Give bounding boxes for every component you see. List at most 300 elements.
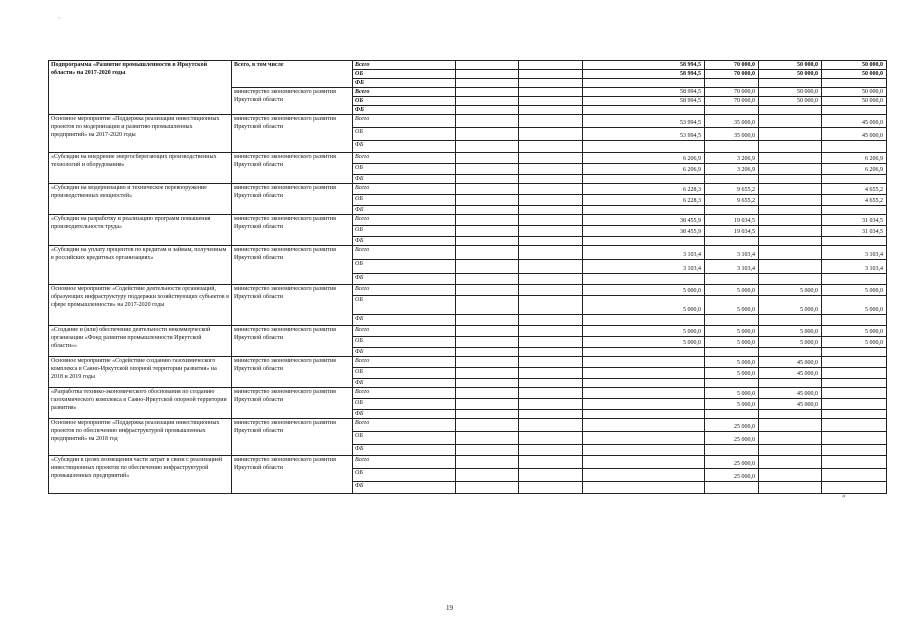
empty-cell (519, 368, 583, 379)
funding-type-cell: Всего (353, 215, 456, 226)
empty-cell (456, 88, 519, 97)
amount-cell (583, 141, 705, 153)
empty-cell (456, 445, 519, 456)
funding-type-cell: ОБ (353, 469, 456, 482)
amount-cell (705, 237, 759, 246)
funding-type-cell: ФБ (353, 175, 456, 184)
executor-cell: министерство экономического развития Иркутской области (232, 419, 353, 456)
funding-type-cell: ФБ (353, 79, 456, 88)
empty-cell (519, 357, 583, 368)
funding-type-cell: Всего (353, 388, 456, 399)
amount-cell (822, 348, 887, 357)
table-row (49, 357, 887, 368)
amount-cell: 25 000,0 (705, 456, 759, 469)
empty-cell (456, 141, 519, 153)
empty-cell (519, 246, 583, 260)
empty-cell (456, 410, 519, 419)
funding-type-cell: ОБ (353, 260, 456, 274)
amount-cell: 6 228,3 (583, 195, 705, 206)
amount-cell: 50 000,0 (822, 61, 887, 70)
table-row (49, 326, 887, 337)
amount-cell (583, 106, 705, 115)
amount-cell (759, 79, 822, 88)
amount-cell (822, 410, 887, 419)
amount-cell (822, 206, 887, 215)
amount-cell: 19 034,5 (705, 215, 759, 226)
amount-cell (759, 128, 822, 141)
amount-cell (822, 357, 887, 368)
amount-cell (583, 482, 705, 494)
funding-type-cell: ФБ (353, 206, 456, 215)
empty-cell (519, 285, 583, 296)
amount-cell: 3 103,4 (583, 260, 705, 274)
amount-cell (759, 226, 822, 237)
measure-title: «Субсидии на модернизацию и техническое перевооружение производственных мощностей» (49, 184, 232, 215)
amount-cell: 5 000,0 (705, 296, 759, 315)
amount-cell: 6 206,9 (822, 153, 887, 164)
amount-cell (583, 419, 705, 432)
amount-cell (759, 315, 822, 326)
empty-cell (456, 337, 519, 348)
table-row (49, 184, 887, 195)
empty-cell (456, 128, 519, 141)
measure-title: Основное мероприятие «Поддержка реализации инвестиционных проектов по модернизации и развитию промышленных предприятий» на 2017-2020 годы (49, 115, 232, 153)
funding-type-cell: ФБ (353, 274, 456, 285)
amount-cell (759, 445, 822, 456)
measure-title: «Субсидии на уплату процентов по кредитам и займам, полученным в российских кредитных организациях» (49, 246, 232, 285)
amount-cell (822, 141, 887, 153)
funding-type-cell: ОБ (353, 399, 456, 410)
amount-cell: 4 655,2 (822, 184, 887, 195)
empty-cell (456, 206, 519, 215)
empty-cell (456, 153, 519, 164)
budget-table (48, 60, 887, 494)
amount-cell: 6 228,3 (583, 184, 705, 195)
funding-type-cell: ФБ (353, 237, 456, 246)
header-mark: ` (58, 18, 60, 24)
amount-cell (705, 445, 759, 456)
amount-cell: 3 103,4 (705, 260, 759, 274)
amount-cell: 5 000,0 (705, 285, 759, 296)
amount-cell: 45 000,0 (822, 115, 887, 128)
amount-cell (822, 79, 887, 88)
empty-cell (519, 419, 583, 432)
empty-cell (519, 141, 583, 153)
amount-cell (822, 237, 887, 246)
amount-cell: 50 000,0 (759, 97, 822, 106)
amount-cell: 70 000,0 (705, 70, 759, 79)
amount-cell (705, 206, 759, 215)
empty-cell (519, 456, 583, 469)
table-row (49, 419, 887, 432)
amount-cell: 70 000,0 (705, 88, 759, 97)
empty-cell (456, 274, 519, 285)
amount-cell (822, 175, 887, 184)
measure-title: Основное мероприятие «Содействие созданию газохимического комплекса в Саяно-Иркутской опорной территории развития» на 2018 и 2019 годы (49, 357, 232, 388)
amount-cell: 38 455,9 (583, 226, 705, 237)
empty-cell (519, 388, 583, 399)
measure-title: Основное мероприятие «Содействие деятельности организаций, образующих инфраструктуру поддержки хозяйствующих субъектов в сфере промышленности» на 2017-2020 годы (49, 285, 232, 326)
amount-cell: 5 000,0 (705, 388, 759, 399)
executor-cell: министерство экономического развития Иркутской области (232, 88, 353, 115)
amount-cell: 58 994,5 (583, 61, 705, 70)
amount-cell (822, 379, 887, 388)
amount-cell: 5 000,0 (583, 285, 705, 296)
executor-cell: министерство экономического развития Иркутской области (232, 388, 353, 419)
executor-cell: министерство экономического развития Иркутской области (232, 153, 353, 184)
amount-cell: 9 655,2 (705, 195, 759, 206)
amount-cell (759, 432, 822, 445)
amount-cell (705, 175, 759, 184)
amount-cell (759, 260, 822, 274)
amount-cell: 53 994,5 (583, 115, 705, 128)
table-row (49, 285, 887, 296)
funding-type-cell: ФБ (353, 141, 456, 153)
amount-cell: 35 000,0 (705, 115, 759, 128)
amount-cell (759, 379, 822, 388)
amount-cell (759, 419, 822, 432)
table-row (49, 153, 887, 164)
amount-cell (583, 456, 705, 469)
measure-title: Основное мероприятие «Поддержка реализации инвестиционных проектов по обеспечению инфраструктурой промышленных предприятий» на 2018 год (49, 419, 232, 456)
empty-cell (519, 399, 583, 410)
amount-cell (705, 106, 759, 115)
amount-cell (822, 315, 887, 326)
empty-cell (519, 274, 583, 285)
table-row (49, 388, 887, 399)
empty-cell (519, 70, 583, 79)
empty-cell (519, 128, 583, 141)
amount-cell: 70 000,0 (705, 61, 759, 70)
amount-cell (759, 175, 822, 184)
executor-cell: министерство экономического развития Иркутской области (232, 115, 353, 153)
amount-cell (822, 368, 887, 379)
amount-cell: 45 000,0 (759, 399, 822, 410)
empty-cell (519, 79, 583, 88)
executor-cell: Всего, в том числе (232, 61, 353, 88)
amount-cell (583, 379, 705, 388)
empty-cell (456, 246, 519, 260)
amount-cell (583, 237, 705, 246)
empty-cell (456, 115, 519, 128)
amount-cell (583, 445, 705, 456)
amount-cell: 45 000,0 (759, 368, 822, 379)
amount-cell: 31 034,5 (822, 226, 887, 237)
empty-cell (456, 106, 519, 115)
empty-cell (519, 469, 583, 482)
empty-cell (519, 226, 583, 237)
amount-cell (822, 432, 887, 445)
amount-cell (583, 388, 705, 399)
funding-type-cell: Всего (353, 326, 456, 337)
amount-cell (759, 348, 822, 357)
empty-cell (519, 164, 583, 175)
amount-cell: 3 103,4 (583, 246, 705, 260)
funding-type-cell: ОБ (353, 128, 456, 141)
amount-cell (759, 141, 822, 153)
amount-cell: 5 000,0 (822, 337, 887, 348)
amount-cell: 25 000,0 (705, 432, 759, 445)
empty-cell (456, 215, 519, 226)
empty-cell (519, 206, 583, 215)
executor-cell: министерство экономического развития Иркутской области (232, 326, 353, 357)
executor-cell: министерство экономического развития Иркутской области (232, 246, 353, 285)
amount-cell: 50 000,0 (822, 70, 887, 79)
empty-cell (456, 456, 519, 469)
side-mark: « (842, 492, 846, 500)
measure-title: Подпрограмма «Развитие промышленности в Иркутской области» на 2017-2020 годы (49, 61, 232, 115)
amount-cell: 3 103,4 (705, 246, 759, 260)
empty-cell (519, 315, 583, 326)
amount-cell: 5 000,0 (822, 296, 887, 315)
amount-cell: 58 994,5 (583, 88, 705, 97)
amount-cell: 5 000,0 (822, 326, 887, 337)
amount-cell (705, 482, 759, 494)
empty-cell (456, 357, 519, 368)
amount-cell: 3 103,4 (822, 260, 887, 274)
empty-cell (456, 79, 519, 88)
empty-cell (519, 195, 583, 206)
amount-cell: 9 655,2 (705, 184, 759, 195)
empty-cell (456, 348, 519, 357)
amount-cell (759, 215, 822, 226)
amount-cell: 4 655,2 (822, 195, 887, 206)
amount-cell: 50 000,0 (759, 70, 822, 79)
amount-cell (759, 456, 822, 469)
empty-cell (519, 296, 583, 315)
amount-cell (822, 106, 887, 115)
executor-cell: министерство экономического развития Иркутской области (232, 456, 353, 494)
amount-cell (759, 184, 822, 195)
empty-cell (456, 226, 519, 237)
empty-cell (519, 326, 583, 337)
amount-cell (822, 399, 887, 410)
empty-cell (456, 237, 519, 246)
empty-cell (519, 445, 583, 456)
empty-cell (456, 399, 519, 410)
table-body (49, 61, 887, 494)
empty-cell (456, 260, 519, 274)
funding-type-cell: ФБ (353, 379, 456, 388)
empty-cell (456, 368, 519, 379)
amount-cell (759, 237, 822, 246)
funding-type-cell: ОБ (353, 337, 456, 348)
amount-cell: 58 994,5 (583, 97, 705, 106)
funding-type-cell: ОБ (353, 368, 456, 379)
amount-cell (583, 79, 705, 88)
amount-cell: 35 000,0 (705, 128, 759, 141)
empty-cell (456, 419, 519, 432)
executor-cell: министерство экономического развития Иркутской области (232, 285, 353, 326)
amount-cell: 38 455,9 (583, 215, 705, 226)
empty-cell (519, 106, 583, 115)
empty-cell (456, 164, 519, 175)
amount-cell: 5 000,0 (705, 368, 759, 379)
empty-cell (456, 97, 519, 106)
amount-cell: 50 000,0 (759, 88, 822, 97)
amount-cell (705, 315, 759, 326)
table-row (49, 215, 887, 226)
amount-cell: 3 103,4 (822, 246, 887, 260)
empty-cell (456, 432, 519, 445)
empty-cell (456, 388, 519, 399)
amount-cell (759, 164, 822, 175)
amount-cell: 45 000,0 (822, 128, 887, 141)
empty-cell (519, 88, 583, 97)
funding-type-cell: Всего (353, 184, 456, 195)
amount-cell (705, 274, 759, 285)
amount-cell (822, 274, 887, 285)
amount-cell (583, 410, 705, 419)
amount-cell: 5 000,0 (583, 296, 705, 315)
empty-cell (519, 432, 583, 445)
funding-type-cell: ОБ (353, 164, 456, 175)
amount-cell: 53 994,5 (583, 128, 705, 141)
empty-cell (519, 348, 583, 357)
amount-cell (583, 348, 705, 357)
measure-title: «Субсидии на разработку и реализацию программ повышения производительности труда» (49, 215, 232, 246)
amount-cell (583, 357, 705, 368)
empty-cell (519, 215, 583, 226)
empty-cell (519, 61, 583, 70)
amount-cell: 6 206,9 (822, 164, 887, 175)
amount-cell (759, 469, 822, 482)
amount-cell (705, 348, 759, 357)
measure-title: «Субсидии в целях возмещения части затрат в связи с реализацией инвестиционных проектов по обеспечению инфраструктурой промышленных предприятий» (49, 456, 232, 494)
funding-type-cell: Всего (353, 419, 456, 432)
amount-cell: 58 994,5 (583, 70, 705, 79)
amount-cell: 31 034,5 (822, 215, 887, 226)
amount-cell: 45 000,0 (759, 388, 822, 399)
empty-cell (519, 337, 583, 348)
amount-cell: 5 000,0 (705, 357, 759, 368)
table-row (49, 456, 887, 469)
amount-cell (583, 315, 705, 326)
empty-cell (456, 315, 519, 326)
table-row (49, 61, 887, 70)
amount-cell: 50 000,0 (822, 88, 887, 97)
executor-cell: министерство экономического развития Иркутской области (232, 184, 353, 215)
amount-cell (759, 115, 822, 128)
empty-cell (456, 175, 519, 184)
amount-cell (759, 195, 822, 206)
amount-cell: 45 000,0 (759, 357, 822, 368)
amount-cell: 6 206,9 (583, 164, 705, 175)
executor-cell: министерство экономического развития Иркутской области (232, 215, 353, 246)
funding-type-cell: ФБ (353, 106, 456, 115)
empty-cell (456, 184, 519, 195)
amount-cell: 5 000,0 (759, 296, 822, 315)
amount-cell (583, 469, 705, 482)
amount-cell (583, 206, 705, 215)
funding-type-cell: Всего (353, 456, 456, 469)
amount-cell: 70 000,0 (705, 97, 759, 106)
amount-cell (822, 419, 887, 432)
amount-cell: 5 000,0 (583, 326, 705, 337)
amount-cell (583, 368, 705, 379)
empty-cell (519, 175, 583, 184)
amount-cell: 5 000,0 (705, 326, 759, 337)
measure-title: «Субсидии на внедрение энергосберегающих производственных технологий и оборудования» (49, 153, 232, 184)
empty-cell (456, 70, 519, 79)
amount-cell: 50 000,0 (822, 97, 887, 106)
empty-cell (456, 482, 519, 494)
measure-title: «Разработка технико-экономического обоснования по созданию газохимического комплекса в Саяно-Иркутской опорной территории развития» (49, 388, 232, 419)
amount-cell (705, 141, 759, 153)
amount-cell: 25 000,0 (705, 469, 759, 482)
table-row (49, 115, 887, 128)
amount-cell (583, 432, 705, 445)
amount-cell: 3 206,9 (705, 164, 759, 175)
empty-cell (456, 326, 519, 337)
empty-cell (456, 195, 519, 206)
amount-cell (705, 410, 759, 419)
amount-cell: 50 000,0 (759, 61, 822, 70)
amount-cell (759, 106, 822, 115)
amount-cell (759, 482, 822, 494)
empty-cell (456, 469, 519, 482)
amount-cell (822, 469, 887, 482)
funding-type-cell: ФБ (353, 482, 456, 494)
empty-cell (456, 61, 519, 70)
empty-cell (519, 482, 583, 494)
funding-type-cell: Всего (353, 115, 456, 128)
amount-cell: 5 000,0 (759, 326, 822, 337)
amount-cell (583, 274, 705, 285)
amount-cell (759, 246, 822, 260)
empty-cell (519, 410, 583, 419)
amount-cell (583, 399, 705, 410)
amount-cell (822, 445, 887, 456)
funding-type-cell: Всего (353, 246, 456, 260)
empty-cell (456, 379, 519, 388)
funding-type-cell: ФБ (353, 445, 456, 456)
empty-cell (519, 97, 583, 106)
empty-cell (519, 184, 583, 195)
amount-cell: 6 206,9 (583, 153, 705, 164)
empty-cell (456, 285, 519, 296)
funding-type-cell: Всего (353, 285, 456, 296)
empty-cell (519, 237, 583, 246)
funding-type-cell: ОБ (353, 432, 456, 445)
funding-type-cell: ФБ (353, 315, 456, 326)
amount-cell (822, 482, 887, 494)
empty-cell (519, 379, 583, 388)
empty-cell (519, 115, 583, 128)
table-row (49, 246, 887, 260)
funding-type-cell: Всего (353, 153, 456, 164)
amount-cell: 3 206,9 (705, 153, 759, 164)
amount-cell: 5 000,0 (822, 285, 887, 296)
executor-cell: министерство экономического развития Иркутской области (232, 357, 353, 388)
funding-type-cell: ОБ (353, 195, 456, 206)
amount-cell: 25 000,0 (705, 419, 759, 432)
funding-type-cell: ОБ (353, 70, 456, 79)
empty-cell (456, 296, 519, 315)
amount-cell: 5 000,0 (583, 337, 705, 348)
amount-cell (705, 379, 759, 388)
funding-type-cell: Всего (353, 357, 456, 368)
funding-type-cell: ФБ (353, 410, 456, 419)
amount-cell (705, 79, 759, 88)
amount-cell: 5 000,0 (705, 337, 759, 348)
amount-cell (822, 456, 887, 469)
funding-type-cell: Всего (353, 61, 456, 70)
measure-title: «Создание и (или) обеспечение деятельности некоммерческой организации «Фонд развития промышленности Иркутской области»» (49, 326, 232, 357)
amount-cell (759, 153, 822, 164)
amount-cell (759, 274, 822, 285)
amount-cell: 19 034,5 (705, 226, 759, 237)
